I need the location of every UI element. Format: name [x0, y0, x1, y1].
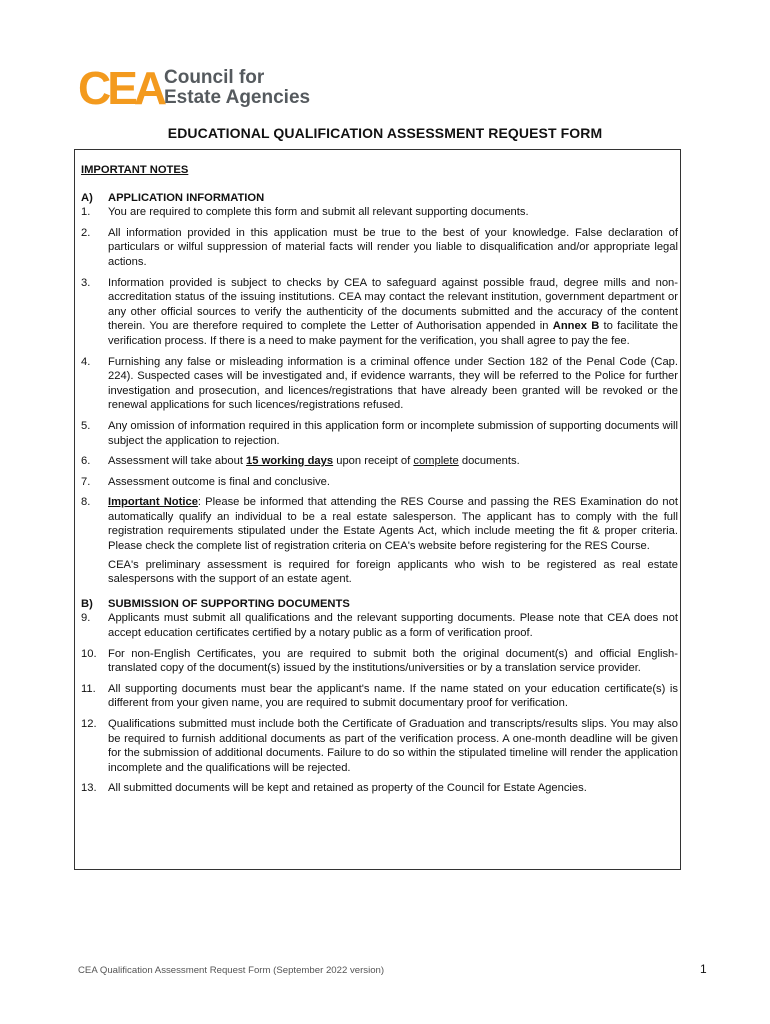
list-item: [81, 682, 678, 711]
list-item: [81, 475, 678, 490]
list-item: [81, 717, 678, 775]
item-number: 11.: [81, 682, 96, 695]
list-item: [81, 355, 678, 413]
item-8-paragraph: CEA's preliminary assessment is required for foreign applicants who wish to be registered as real estate salespersons with the support of an estate agent.: [108, 558, 678, 586]
form-title: EDUCATIONAL QUALIFICATION ASSESSMENT REQUEST FORM: [167, 125, 603, 141]
list-item: [81, 611, 678, 640]
list-item: [81, 495, 678, 553]
item-text: Any omission of information required in this application form or incomplete submission of supporting documents will subject the application to rejection.: [108, 419, 678, 447]
item-number: 5.: [81, 419, 91, 432]
important-notice-label: Important Notice: [108, 496, 198, 509]
item-number: 9.: [81, 612, 91, 625]
section-title: APPLICATION INFORMATION: [108, 191, 265, 204]
section-a-heading: [81, 191, 678, 206]
item-number: 13.: [81, 782, 97, 795]
list-item: [81, 647, 678, 676]
section-label: B): [81, 597, 93, 610]
page-number: 1: [700, 962, 707, 976]
section-label: A): [81, 191, 93, 204]
list-item: [81, 781, 678, 796]
list-item: [81, 276, 678, 349]
item-text: Qualifications submitted must include both the Certificate of Graduation and transcripts/results slips. You may also be required to furnish additional documents as part of the verification process. A one-month deadline will be given for the submission of additional documents. Failure to do so within the stipulated timeline will render the application incomplete and the qualifications will be rejected.: [108, 718, 678, 774]
logo-name-line2: Estate Agencies: [164, 87, 311, 108]
logo-name-line1: Council for: [164, 67, 265, 88]
section-title: SUBMISSION OF SUPPORTING DOCUMENTS: [108, 597, 350, 610]
list-item: [81, 205, 678, 220]
item-text: Assessment outcome is final and conclusive.: [108, 475, 330, 488]
important-notes-heading: IMPORTANT NOTES: [81, 164, 189, 176]
item-number: 8.: [81, 496, 91, 509]
item-number: 7.: [81, 475, 91, 488]
item-text: All supporting documents must bear the applicant's name. If the name stated on your education certificate(s) is different from your given name, you are required to submit documentary proof for verification.: [108, 682, 678, 710]
item-text: Assessment will take about 15 working days upon receipt of complete documents.: [108, 455, 520, 468]
item-text: For non-English Certificates, you are required to submit both the original document(s) and official English-translated copy of the document(s) issued by the institutions/universities or by a translation service provider.: [108, 647, 678, 675]
complete-emphasis: complete: [413, 455, 459, 468]
item-text: Applicants must submit all qualifications and the relevant supporting documents. Please note that CEA does not accept education certificates certified by a notary public as a form of verification proof.: [108, 612, 678, 640]
item-number: 12.: [81, 718, 97, 730]
item-text: Furnishing any false or misleading information is a criminal offence under Section 182 of the Penal Code (Cap. 224). Suspected cases will be investigated and, if evidence warrants, they will be referred to the Police for further investigation and prosecution, and licences/registrations that have already been granted will be revoked or the renewal applications for such licences/registrations refused.: [108, 355, 678, 412]
item-number: 4.: [81, 355, 91, 368]
item-text: All submitted documents will be kept and retained as property of the Council for Estate Agencies.: [108, 782, 587, 795]
footer-version: CEA Qualification Assessment Request Form (September 2022 version): [78, 965, 385, 976]
item-number: 2.: [81, 226, 91, 239]
cea-logo-mark: CEA: [78, 62, 164, 114]
cea-logo-name: [164, 68, 310, 108]
item-number: 10.: [81, 647, 97, 660]
item-number: 1.: [81, 206, 91, 219]
item-text: Important Notice: Please be informed that attending the RES Course and passing the RES Examination do not automatically qualify an individual to be a real estate salesperson. The applicant has to comply with the full registration requirements stipulated under the Estate Agents Act, which include meeting the fit & proper criteria. Please check the complete list of registration criteria on CEA's website before registering for the RES Course.: [108, 496, 678, 553]
notes-content: [81, 163, 678, 802]
annex-b-reference: Annex B: [552, 320, 600, 333]
working-days-emphasis: 15 working days: [246, 455, 334, 468]
list-item: [81, 419, 678, 448]
section-b-heading: [81, 597, 678, 612]
item-text: You are required to complete this form and submit all relevant supporting documents.: [108, 206, 529, 219]
item-number: 6.: [81, 455, 91, 468]
list-item: [81, 454, 678, 469]
list-item: [81, 226, 678, 270]
item-text: All information provided in this application must be true to the best of your knowledge. False declaration of particulars or wilful suppression of material facts will render you liable to disqualification and/or appropriate legal actions.: [108, 226, 678, 268]
item-text: Information provided is subject to checks by CEA to safeguard against possible fraud, degree mills and non-accreditation status of the issuing institutions. CEA may contact the relevant institution, government department or any other official sources to verify the authenticity of the documents submitted and the accuracy of the content therein. You are therefore required to complete the Letter of Authorisation appended in Annex B to facilitate the verification process. If there is a need to make payment for the verification, you shall agree to pay the fee.: [108, 276, 678, 347]
item-number: 3.: [81, 276, 91, 289]
